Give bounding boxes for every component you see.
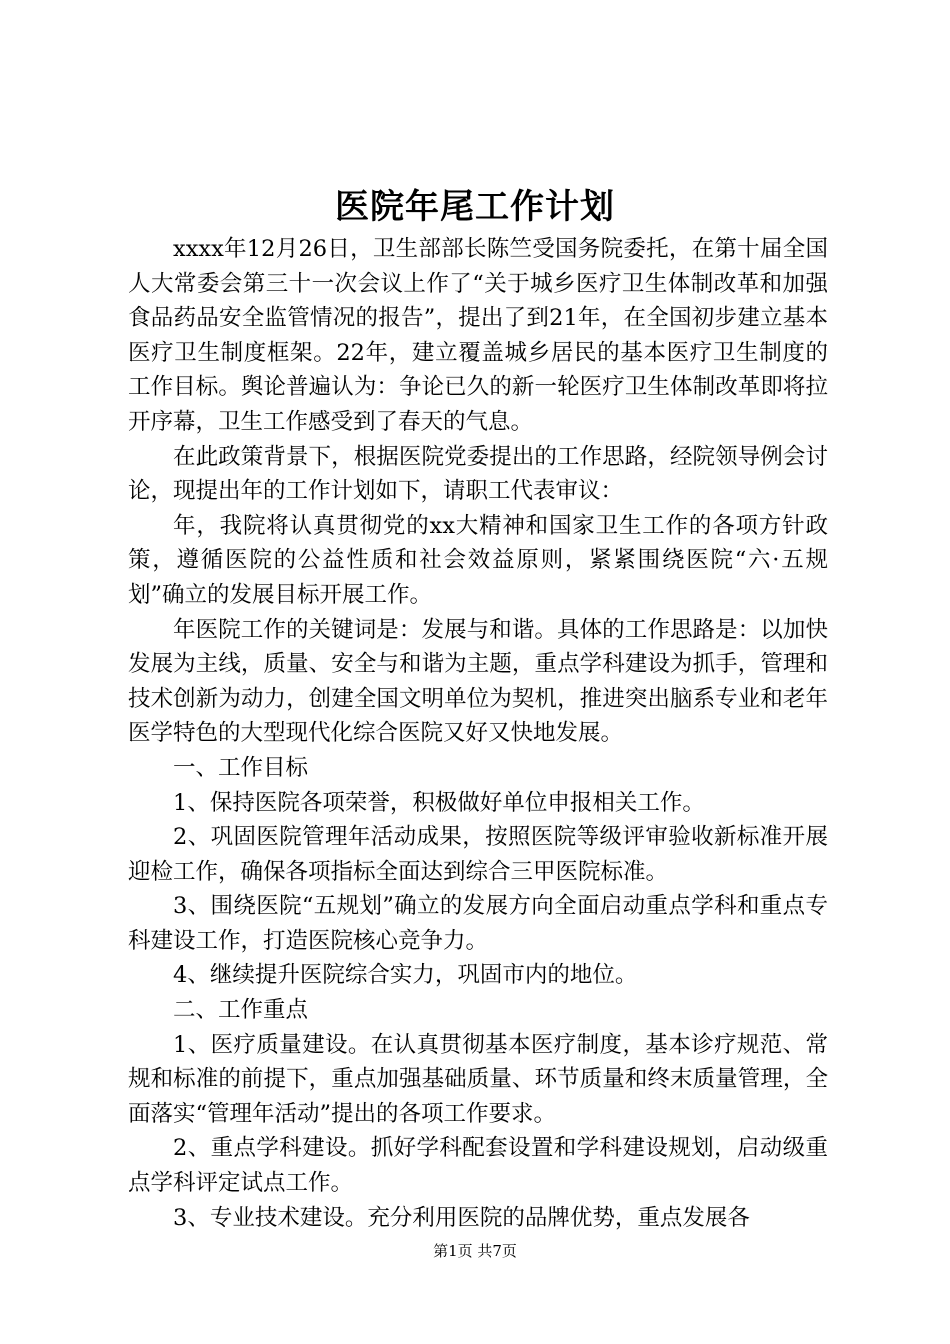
document-title: 医院年尾工作计划 bbox=[335, 187, 615, 227]
section-heading-work-goals: 一、工作目标 bbox=[173, 754, 309, 781]
document-body bbox=[128, 232, 828, 1235]
paragraph-policy-background: 在此政策背景下，根据医院党委提出的工作思路，经院领导例会讨论，现提出年的工作计划如下，请职工代表审议： bbox=[128, 443, 828, 505]
section-heading-work-focus: 二、工作重点 bbox=[173, 997, 309, 1024]
focus-item-3: 3、专业技术建设。充分利用医院的品牌优势，重点发展各 bbox=[173, 1204, 750, 1231]
goal-item-4: 4、继续提升医院综合实力，巩固市内的地位。 bbox=[173, 962, 638, 989]
goal-item-1: 1、保持医院各项荣誉，积极做好单位申报相关工作。 bbox=[173, 789, 705, 816]
paragraph-annual-direction: 年，我院将认真贯彻党的xx大精神和国家卫生工作的各项方针政策，遵循医院的公益性质和社会效益原则，紧紧围绕医院“六·五规划”确立的发展目标开展工作。 bbox=[128, 512, 828, 608]
paragraph-intro: xxxx年12月26日，卫生部部长陈竺受国务院委托，在第十届全国人大常委会第三十一次会议上作了“关于城乡医疗卫生体制改革和加强食品药品安全监管情况的报告”，提出了到21年，在全国初步建立基本医疗卫生制度框架。22年，建立覆盖城乡居民的基本医疗卫生制度的工作目标。舆论普遍认为：争论已久的新一轮医疗卫生体制改革即将拉开序幕，卫生工作感受到了春天的气息。 bbox=[128, 236, 828, 435]
goal-item-2: 2、巩固医院管理年活动成果，按照医院等级评审验收新标准开展迎检工作，确保各项指标全面达到综合三甲医院标准。 bbox=[128, 824, 828, 885]
focus-item-2: 2、重点学科建设。抓好学科配套设置和学科建设规划，启动级重点学科评定试点工作。 bbox=[128, 1135, 828, 1197]
page-footer: 第1页 共7页 bbox=[433, 1242, 517, 1260]
goal-item-3: 3、围绕医院“五规划”确立的发展方向全面启动重点学科和重点专科建设工作，打造医院核心竞争力。 bbox=[128, 893, 828, 954]
focus-item-1: 1、医疗质量建设。在认真贯彻基本医疗制度，基本诊疗规范、常规和标准的前提下，重点加强基础质量、环节质量和终末质量管理，全面落实“管理年活动”提出的各项工作要求。 bbox=[128, 1031, 828, 1127]
paragraph-keywords: 年医院工作的关键词是：发展与和谐。具体的工作思路是：以加快发展为主线，质量、安全与和谐为主题，重点学科建设为抓手，管理和技术创新为动力，创建全国文明单位为契机，推进突出脑系专业和老年医学特色的大型现代化综合医院又好又快地发展。 bbox=[128, 616, 828, 747]
